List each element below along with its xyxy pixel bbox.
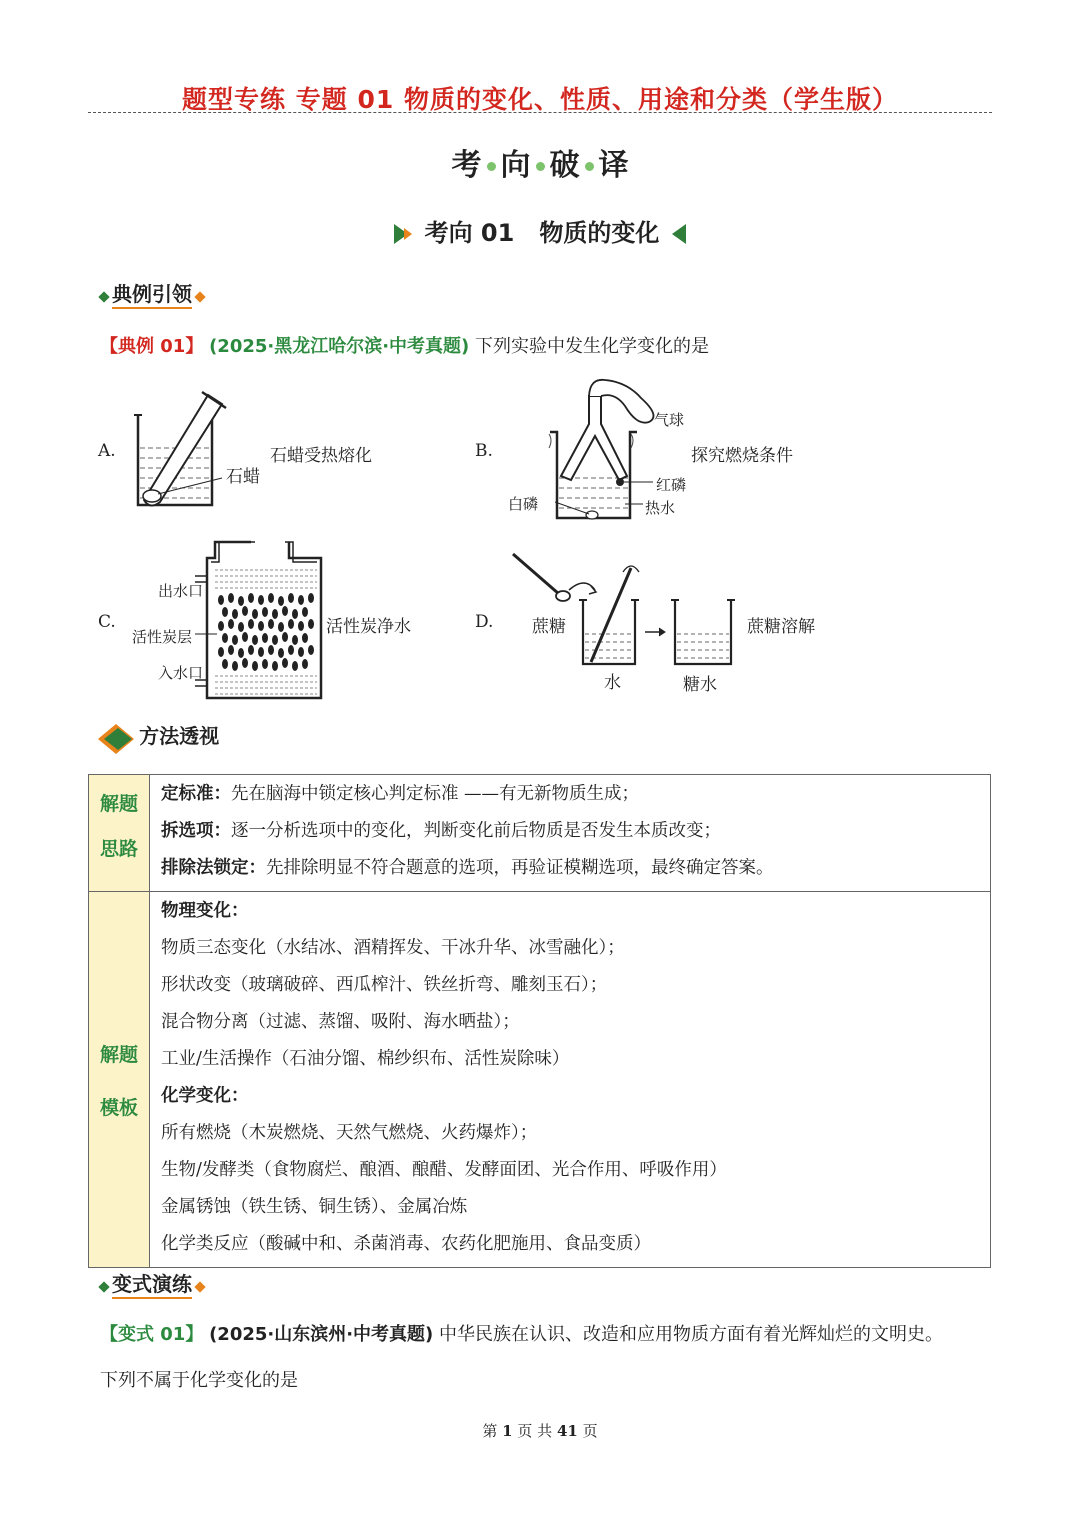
side-label: 解题: [99, 1043, 138, 1066]
list-item: 定标准：先在脑海中锁定核心判定标准 ——有无新物质生成；: [161, 784, 640, 804]
table-row: [89, 892, 991, 1268]
list-item: 排除法锁定：先排除明显不符合题意的选项，再验证模糊选项，最终确定答案。: [161, 858, 774, 878]
method-diamond-icon: [96, 722, 136, 756]
option-letter: A.: [98, 441, 116, 461]
footer-text: 页 共: [517, 1422, 553, 1440]
footer-text: 第: [482, 1422, 498, 1440]
option-letter: D.: [475, 612, 494, 632]
section-char: 破: [549, 148, 580, 183]
carbon-layer-label: 活性炭层: [132, 628, 193, 646]
list-item: 所有燃烧（木炭燃烧、天然气燃烧、火药爆炸）；: [161, 1123, 538, 1143]
option-caption: 蔗糖溶解: [747, 617, 815, 637]
arrow-left-icon: [672, 224, 686, 244]
option-caption: 活性炭净水: [326, 617, 411, 637]
section-char: 考: [451, 148, 482, 183]
topic-title: 物质的变化: [539, 219, 660, 247]
side-label-cell: [89, 775, 150, 892]
diamond-icon: [98, 291, 109, 302]
list-item: 生物/发酵类（食物腐烂、酿酒、酿醋、发酵面团、光合作用、呼吸作用）: [161, 1160, 727, 1180]
variant-tag: 【变式 01】: [100, 1324, 204, 1345]
content-cell: [150, 892, 991, 1268]
example-tag: 【典例 01】: [100, 336, 204, 357]
sugar-dissolving-illustration: [505, 546, 745, 671]
hot-water-label: 热水: [645, 499, 676, 517]
example-heading: [96, 278, 208, 307]
white-phosphorus-label: 白磷: [508, 495, 539, 513]
list-item: 金属锈蚀（铁生锈、铜生锈）、金属冶炼: [161, 1197, 468, 1217]
method-heading-label: 方法透视: [139, 724, 220, 748]
page-number: 1: [502, 1422, 513, 1440]
variant-heading-label: 变式演练: [112, 1272, 192, 1299]
method-table: [88, 774, 991, 1268]
page-footer: [0, 1420, 1080, 1441]
option-letter: C.: [98, 612, 116, 632]
list-item: 形状改变（玻璃破碎、西瓜榨汁、铁丝折弯、雕刻玉石）；: [161, 975, 608, 995]
table-row: [89, 775, 991, 892]
topic-heading: [0, 213, 1080, 248]
method-heading: [96, 720, 219, 756]
dot-separator-icon: [487, 162, 496, 171]
diamond-icon: [194, 291, 205, 302]
document-title: 题型专练 专题 01 物质的变化、性质、用途和分类（学生版）: [182, 85, 898, 114]
section-char: 译: [598, 148, 629, 183]
variant-heading: [96, 1268, 208, 1297]
water-label: 水: [604, 673, 621, 693]
list-item: 物质三态变化（水结冰、酒精挥发、干冰升华、冰雪融化）；: [161, 938, 625, 958]
arrow-accent-icon: [404, 228, 412, 240]
option-letter: B.: [475, 441, 493, 461]
example-question-text: 下列实验中发生化学变化的是: [475, 336, 710, 357]
side-label: 解题: [99, 793, 138, 815]
sugar-water-label: 糖水: [683, 675, 717, 695]
list-item: 混合物分离（过滤、蒸馏、吸附、海水晒盐）；: [161, 1012, 520, 1032]
side-label: 模板: [99, 1096, 138, 1119]
wax-label: 石蜡: [226, 467, 260, 487]
content-cell: [150, 775, 991, 892]
list-item: 化学变化：: [161, 1086, 249, 1106]
side-label: 思路: [99, 838, 138, 860]
activated-carbon-filter-illustration: [195, 536, 330, 706]
page-total: 41: [556, 1422, 578, 1440]
list-item: 拆选项：逐一分析选项中的变化，判断变化前后物质是否发生本质改变；: [161, 821, 721, 841]
footer-text: 页: [582, 1422, 598, 1440]
variant-question-text: 中华民族在认识、改造和应用物质方面有着光辉灿烂的文明史。: [439, 1324, 944, 1345]
variant-question: [100, 1320, 943, 1346]
section-heading: [0, 140, 1080, 184]
option-caption: 探究燃烧条件: [691, 446, 793, 466]
outlet-label: 出水口: [158, 582, 204, 600]
red-phosphorus-label: 红磷: [656, 476, 687, 494]
list-item: 化学类反应（酸碱中和、杀菌消毒、农药化肥施用、食品变质）: [161, 1234, 651, 1254]
list-item: 物理变化：: [161, 901, 249, 921]
example-heading-label: 典例引领: [112, 282, 192, 309]
dot-separator-icon: [536, 162, 545, 171]
list-item: 工业/生活操作（石油分馏、棉纱织布、活性炭除味）: [161, 1049, 570, 1069]
variant-question-line2: 下列不属于化学变化的是: [100, 1370, 298, 1391]
beaker-wax-illustration: [130, 390, 240, 515]
side-label-cell: [89, 892, 150, 1268]
balloon-label: 气球: [654, 411, 685, 429]
sucrose-label: 蔗糖: [532, 617, 566, 637]
variant-source: (2025·山东滨州·中考真题): [209, 1324, 434, 1345]
topic-label: 考向 01: [424, 219, 515, 247]
example-source: (2025·黑龙江哈尔滨·中考真题): [209, 336, 470, 357]
dot-separator-icon: [585, 162, 594, 171]
diamond-icon: [98, 1281, 109, 1292]
option-caption: 石蜡受热熔化: [270, 446, 372, 466]
title-divider: [88, 112, 992, 113]
example-question: [100, 332, 709, 358]
diamond-icon: [194, 1281, 205, 1292]
inlet-label: 入水口: [158, 664, 204, 682]
section-char: 向: [500, 148, 531, 183]
